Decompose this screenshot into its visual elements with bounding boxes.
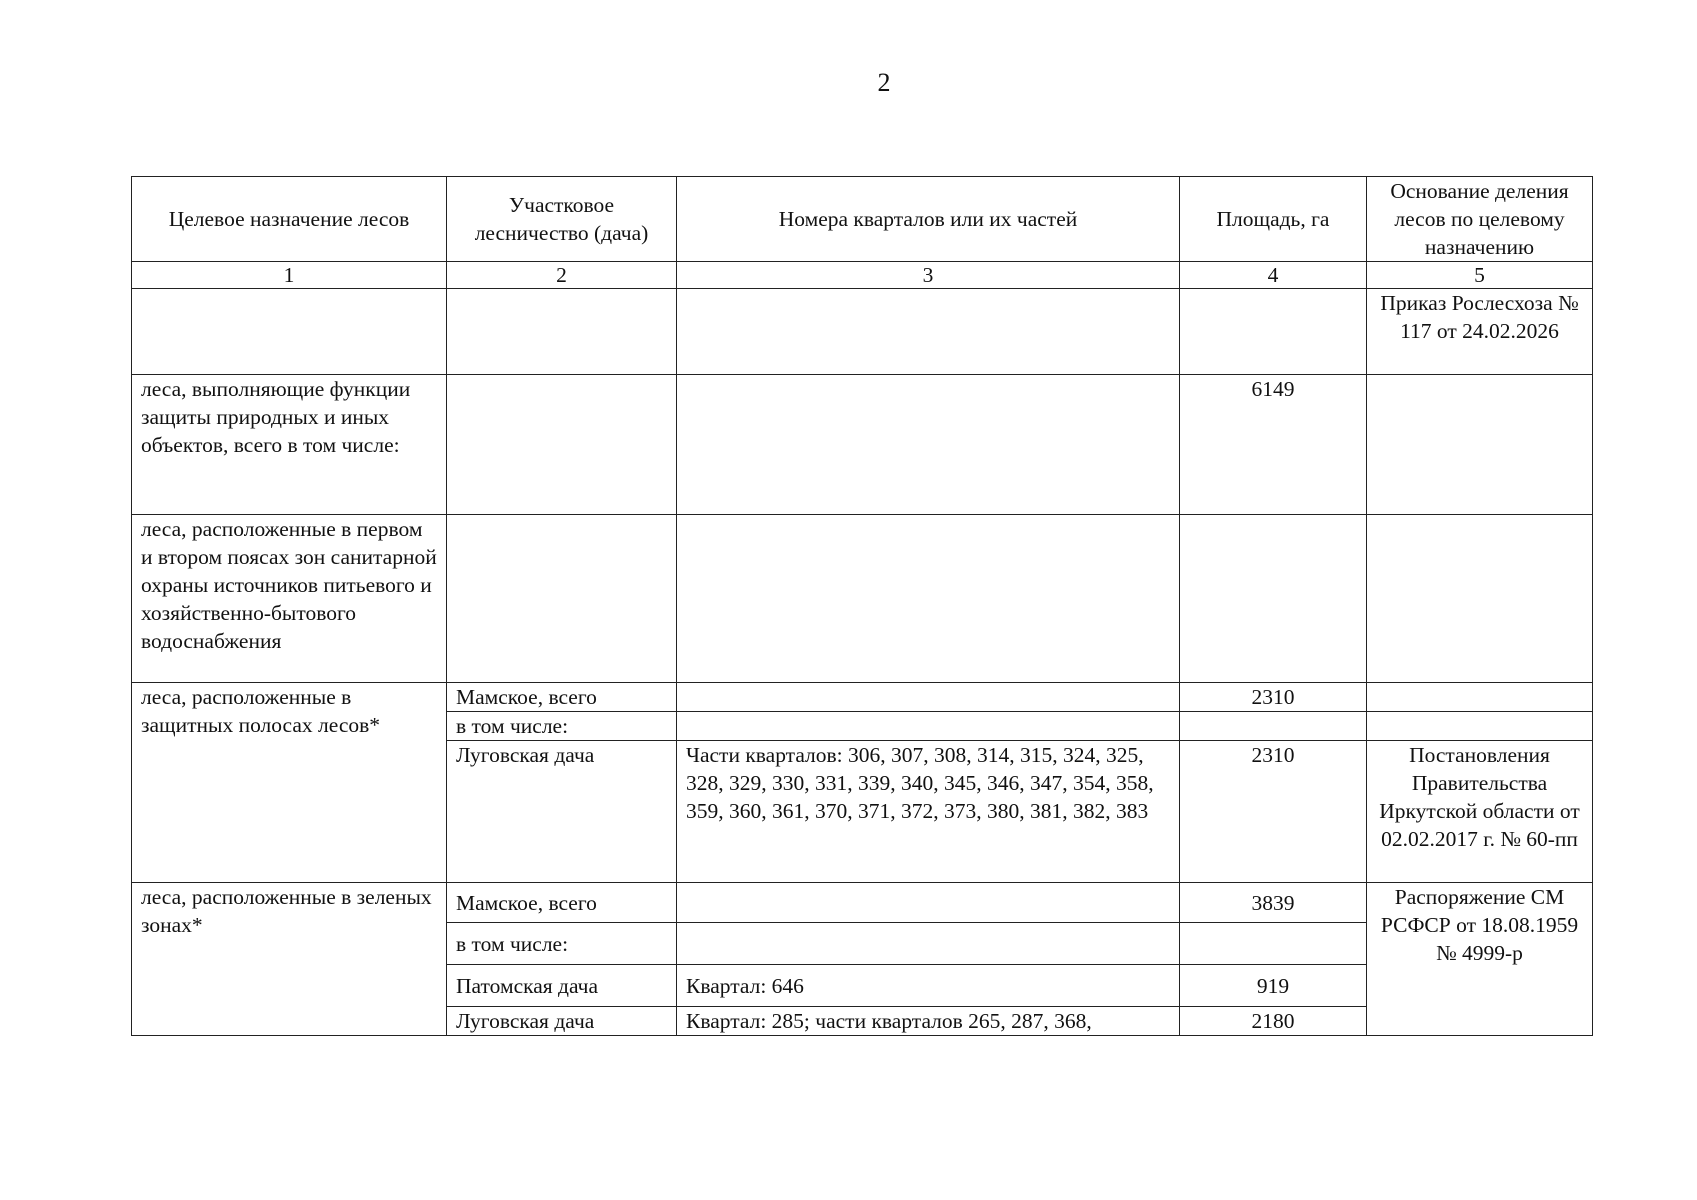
cell-including: в том числе:	[447, 923, 677, 965]
cell-empty	[1367, 683, 1593, 712]
cell-purpose: леса, расположенные в защитных полосах лесов*	[132, 683, 447, 883]
header-basis: Основание деления лесов по целевому назначению	[1367, 177, 1593, 262]
cell-empty	[1367, 375, 1593, 515]
column-number: 3	[677, 262, 1180, 289]
cell-empty	[677, 923, 1180, 965]
header-quarters: Номера кварталов или их частей	[677, 177, 1180, 262]
cell-basis: Распоряжение СМ РСФСР от 18.08.1959 № 4999-р	[1367, 883, 1593, 1036]
cell-quarters: Квартал: 646	[677, 965, 1180, 1007]
cell-forestry-total: Мамское, всего	[447, 883, 677, 923]
column-number: 4	[1180, 262, 1367, 289]
cell-empty	[1367, 712, 1593, 741]
cell-empty	[1180, 712, 1367, 741]
cell-empty	[447, 515, 677, 683]
cell-including: в том числе:	[447, 712, 677, 741]
cell-area: 2310	[1180, 741, 1367, 883]
cell-purpose: леса, расположенные в зеленых зонах*	[132, 883, 447, 1036]
table-row	[132, 375, 1593, 515]
cell-area-total: 2310	[1180, 683, 1367, 712]
cell-empty	[677, 883, 1180, 923]
cell-basis: Приказ Рослесхоза № 117 от 24.02.2026	[1367, 289, 1593, 375]
cell-empty	[677, 683, 1180, 712]
cell-empty	[677, 712, 1180, 741]
table-row	[132, 683, 1593, 712]
column-number: 1	[132, 262, 447, 289]
column-number: 5	[1367, 262, 1593, 289]
table-header-row	[132, 177, 1593, 262]
cell-quarters: Квартал: 285; части кварталов 265, 287, 368,	[677, 1007, 1180, 1036]
cell-area: 2180	[1180, 1007, 1367, 1036]
cell-forestry-total: Мамское, всего	[447, 683, 677, 712]
cell-empty	[132, 289, 447, 375]
cell-purpose: леса, расположенные в первом и втором поясах зон санитарной охраны источников питьевого и хозяйственно-бытового водоснабжения	[132, 515, 447, 683]
cell-empty	[1180, 289, 1367, 375]
column-numbers-row	[132, 262, 1593, 289]
cell-empty	[447, 375, 677, 515]
cell-empty	[447, 289, 677, 375]
cell-area-total: 3839	[1180, 883, 1367, 923]
cell-empty	[677, 375, 1180, 515]
table-row	[132, 289, 1593, 375]
cell-dacha: Луговская дача	[447, 741, 677, 883]
header-area: Площадь, га	[1180, 177, 1367, 262]
page-number: 2	[877, 68, 891, 97]
header-forestry: Участковое лесничество (дача)	[447, 177, 677, 262]
table-row	[132, 515, 1593, 683]
cell-basis: Постановления Правительства Иркутской области от 02.02.2017 г. № 60-пп	[1367, 741, 1593, 883]
table-row	[132, 883, 1593, 923]
column-number: 2	[447, 262, 677, 289]
cell-area: 6149	[1180, 375, 1367, 515]
cell-area: 919	[1180, 965, 1367, 1007]
forest-purpose-table	[131, 176, 1593, 1036]
cell-quarters: Части кварталов: 306, 307, 308, 314, 315, 324, 325, 328, 329, 330, 331, 339, 340, 345, 346, 347, 354, 358, 359, 360, 361, 370, 371, 372, 373, 380, 381, 382, 383	[677, 741, 1180, 883]
cell-empty	[1367, 515, 1593, 683]
cell-empty	[677, 515, 1180, 683]
cell-dacha: Патомская дача	[447, 965, 677, 1007]
cell-empty	[1180, 515, 1367, 683]
cell-purpose: леса, выполняющие функции защиты природных и иных объектов, всего в том числе:	[132, 375, 447, 515]
cell-empty	[677, 289, 1180, 375]
header-purpose: Целевое назначение лесов	[132, 177, 447, 262]
cell-dacha: Луговская дача	[447, 1007, 677, 1036]
cell-empty	[1180, 923, 1367, 965]
